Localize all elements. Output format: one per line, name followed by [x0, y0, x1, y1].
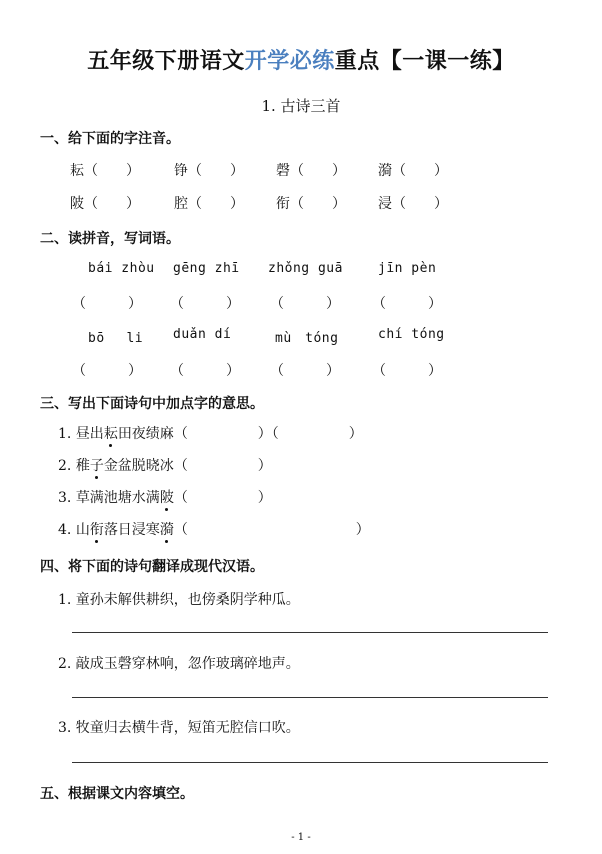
dotted-char: 漪 [159, 522, 174, 538]
poem-text: 稚子金盆脱晓冰 [75, 458, 174, 474]
translate-item: 1. 童孙未解供耕织，也傍桑阴学种瓜。 [58, 592, 300, 608]
item-number: 1. [58, 426, 72, 442]
title-part-2: 重点【一课一练】 [334, 49, 515, 74]
page-number: - 1 - [291, 832, 311, 843]
char-item: 腔（ ） [174, 196, 244, 212]
answer-paren[interactable]: （ ） [270, 296, 340, 312]
poem-line-item [58, 519, 370, 539]
poem-line-item [58, 423, 363, 443]
item-number: 3. [58, 490, 72, 506]
pinyin-item: zhǒng guā [268, 261, 343, 276]
char-item: 衔（ ） [276, 196, 346, 212]
dotted-char: 陂 [159, 490, 174, 506]
section-1-heading: 一、给下面的字注音。 [40, 131, 180, 147]
translate-item: 3. 牧童归去横牛背，短笛无腔信口吹。 [58, 720, 300, 736]
answer-paren[interactable]: （ ） [72, 363, 142, 379]
dotted-char: 子 [89, 458, 104, 474]
dotted-char: 衔 [89, 522, 104, 538]
answer-line[interactable] [72, 697, 548, 698]
pinyin-item: duǎn dí [173, 327, 232, 342]
pinyin-item: mù tóng [275, 331, 339, 346]
section-4-heading: 四、将下面的诗句翻译成现代汉语。 [40, 559, 264, 575]
lesson-title: 1. 古诗三首 [261, 97, 341, 115]
poem-text: 草满池塘水满 [75, 490, 160, 506]
answer-line[interactable] [72, 762, 548, 763]
section-3-heading: 三、写出下面诗句中加点字的意思。 [40, 396, 264, 412]
dotted-char: 耘 [103, 426, 118, 442]
answer-paren[interactable]: （ ） [72, 296, 142, 312]
poem-text: 昼出 [75, 426, 104, 442]
translate-item: 2. 敲成玉磬穿林响，忽作玻璃碎地声。 [58, 656, 300, 672]
char-item: 漪（ ） [378, 163, 448, 179]
char-item: 铮（ ） [174, 163, 244, 179]
answer-paren[interactable]: （ ） [170, 296, 240, 312]
poem-line-item [58, 487, 272, 507]
pinyin-item: bō li [88, 331, 144, 346]
answer-paren[interactable]: （ ） [173, 522, 370, 538]
answer-paren[interactable]: （ ） [173, 458, 272, 474]
poem-text: 田夜绩麻 [117, 426, 174, 442]
pinyin-item: bái zhòu [88, 261, 155, 276]
char-item: 耘（ ） [70, 163, 140, 179]
title-part-1: 五年级下册语文 [87, 49, 245, 74]
answer-paren[interactable]: （ ） [372, 296, 442, 312]
char-item: 磬（ ） [276, 163, 346, 179]
poem-text: 山衔落日浸寒 [75, 522, 160, 538]
answer-paren[interactable]: （ ） [173, 490, 272, 506]
pinyin-item: chí tóng [378, 327, 445, 342]
char-item: 陂（ ） [70, 196, 140, 212]
pinyin-item: jīn pèn [378, 261, 437, 276]
section-2-heading: 二、读拼音，写词语。 [40, 231, 180, 247]
title-highlight: 开学必练 [244, 49, 335, 74]
char-item: 浸（ ） [378, 196, 448, 212]
answer-paren[interactable]: （ ） [372, 363, 442, 379]
answer-paren[interactable]: （ ）（ ） [173, 426, 363, 442]
pinyin-item: gēng zhī [173, 261, 240, 276]
section-5-heading: 五、根据课文内容填空。 [40, 786, 194, 802]
answer-paren[interactable]: （ ） [170, 363, 240, 379]
poem-line-item [58, 455, 272, 475]
answer-line[interactable] [72, 632, 548, 633]
page-title [0, 44, 602, 75]
answer-paren[interactable]: （ ） [270, 363, 340, 379]
item-number: 4. [58, 522, 72, 538]
item-number: 2. [58, 458, 72, 474]
